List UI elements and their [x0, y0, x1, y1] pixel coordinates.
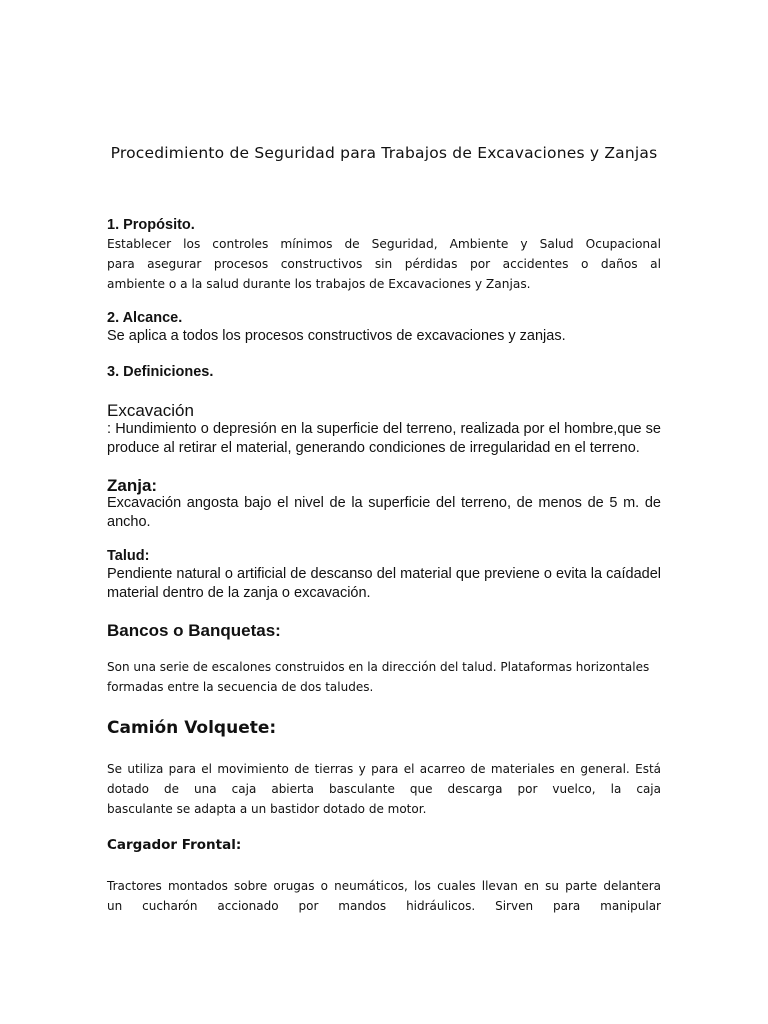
term-cargador-frontal: Cargador Frontal:: [107, 837, 242, 853]
section-alcance-heading: 2. Alcance.: [107, 310, 183, 326]
proposito-line-3: ambiente o a la salud durante los trabajos de Excavaciones y Zanjas.: [107, 277, 531, 291]
document-title: Procedimiento de Seguridad para Trabajos de Excavaciones y Zanjas: [110, 144, 658, 162]
proposito-line-2: para asegurar procesos constructivos sin pérdidas por accidentes o daños al: [107, 257, 661, 271]
camion-line-1: Se utiliza para el movimiento de tierras y para el acarreo de materiales en general. Está: [107, 762, 661, 776]
term-excavacion: Excavación: [107, 401, 194, 420]
section-proposito-heading: 1. Propósito.: [107, 217, 195, 233]
section-definiciones-heading: 3. Definiciones.: [107, 364, 214, 380]
definition-excavacion: : Hundimiento o depresión en la superficie del terreno, realizada por el hombre,que se produce al retirar el material, generando condiciones de irregularidad en el terreno.: [107, 421, 661, 456]
section-alcance-body: Se aplica a todos los procesos constructivos de excavaciones y zanjas.: [107, 328, 566, 344]
definition-cargador-frontal: [107, 876, 661, 916]
term-camion-volquete: Camión Volquete:: [107, 718, 277, 738]
definition-bancos: [107, 657, 661, 697]
definition-camion-volquete: [107, 759, 661, 819]
camion-line-2: dotado de una caja abierta basculante que descarga por vuelco, la caja: [107, 782, 661, 796]
bancos-line-1: Son una serie de escalones construidos en la dirección del talud. Plataformas horizontales: [107, 660, 650, 674]
section-proposito-body: [107, 234, 661, 294]
definition-talud: Pendiente natural o artificial de descanso del material que previene o evita la caídadel material dentro de la zanja o excavación.: [107, 566, 661, 601]
definition-zanja: Excavación angosta bajo el nivel de la superficie del terreno, de menos de 5 m. de ancho.: [107, 495, 661, 530]
bancos-line-2: formadas entre la secuencia de dos taludes.: [107, 680, 374, 694]
term-zanja: Zanja:: [107, 476, 158, 495]
cargador-line-2: un cucharón accionado por mandos hidráulicos. Sirven para manipular: [107, 899, 661, 913]
term-bancos: Bancos o Banquetas:: [107, 621, 281, 640]
camion-line-3: basculante se adapta a un bastidor dotado de motor.: [107, 802, 427, 816]
term-talud: Talud:: [107, 548, 150, 564]
cargador-line-1: Tractores montados sobre orugas o neumáticos, los cuales llevan en su parte delantera: [107, 879, 661, 893]
proposito-line-1: Establecer los controles mínimos de Seguridad, Ambiente y Salud Ocupacional: [107, 237, 661, 251]
